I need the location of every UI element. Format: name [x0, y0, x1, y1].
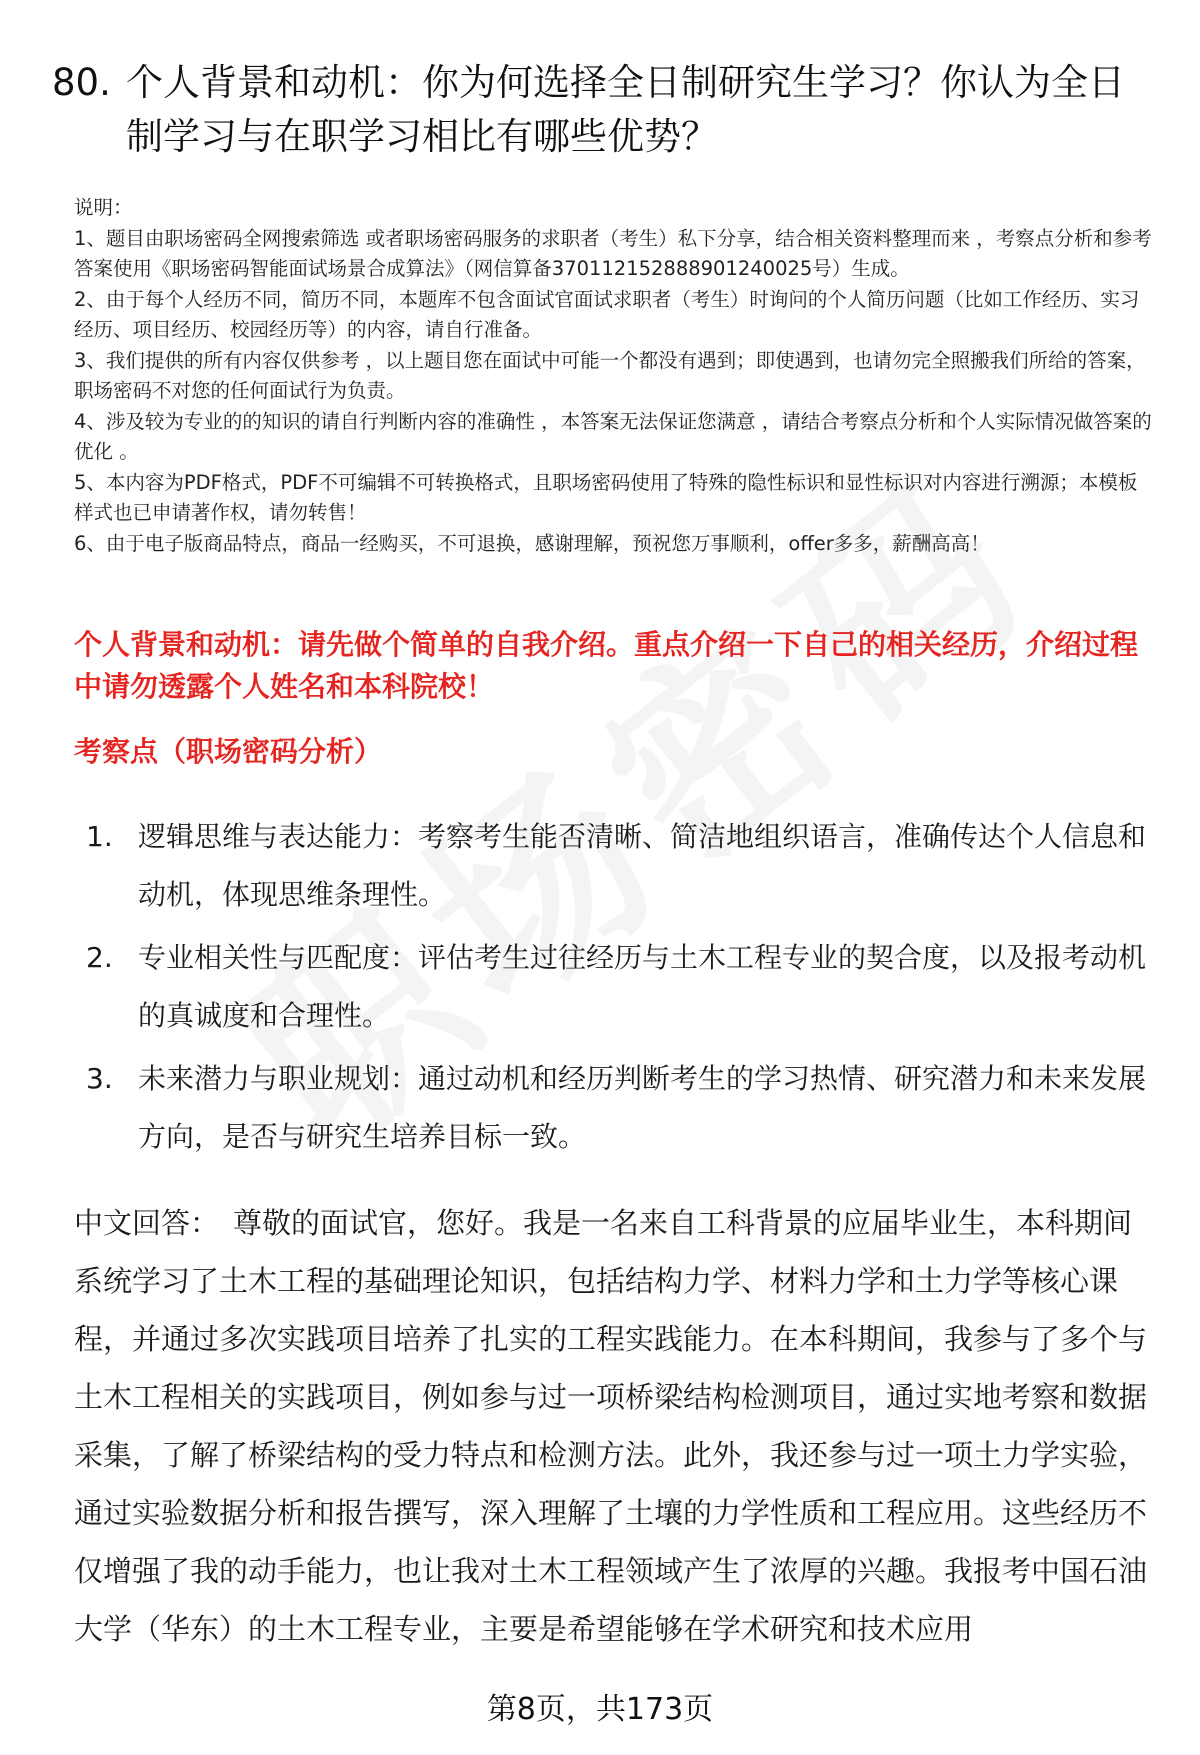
question-heading	[52, 56, 1152, 164]
analysis-title: 考察点（职场密码分析）	[74, 735, 383, 768]
answer-text: 尊敬的面试官，您好。我是一名来自工科背景的应届毕业生，本科期间系统学习了土木工程的基础理论知识，包括结构力学、材料力学和土力学等核心课程，并通过多次实践项目培养了扎实的工程实践能力。在本科期间，我参与了多个与土木工程相关的实践项目，例如参与过一项桥梁结构检测项目，通过实地考察和数据采集，了解了桥梁结构的受力特点和检测方法。此外，我还参与过一项土力学实验，通过实验数据分析和报告撰写，深入理解了土壤的力学性质和工程应用。这些经历不仅增强了我的动手能力，也让我对土木工程领域产生了浓厚的兴趣。我报考中国石油大学（华东）的土木工程专业，主要是希望能够在学术研究和技术应用	[74, 1206, 1148, 1646]
note-item: 1、题目由职场密码全网搜索筛选 或者职场密码服务的求职者（考生）私下分享，结合相关资料整理而来 ，考察点分析和参考答案使用《职场密码智能面试场景合成算法》（网信算备370112152888901240025号）生成。	[74, 226, 1152, 280]
note-item: 3、我们提供的所有内容仅供参考 ，以上题目您在面试中可能一个都没有遇到；即使遇到，也请勿完全照搬我们所给的答案，职场密码不对您的任何面试行为负责。	[74, 348, 1146, 402]
analysis-point	[74, 1050, 1154, 1166]
point-number: 2.	[86, 941, 113, 974]
point-number: 3.	[86, 1062, 113, 1095]
point-text: 逻辑思维与表达能力：考察考生能否清晰、简洁地组织语言，准确传达个人信息和动机，体现思维条理性。	[138, 820, 1147, 911]
notes-heading: 说明：	[74, 196, 133, 219]
analysis-points	[74, 808, 1154, 1171]
point-text: 未来潜力与职业规划：通过动机和经历判断考生的学习热情、研究潜力和未来发展方向，是否与研究生培养目标一致。	[138, 1062, 1147, 1153]
analysis-point	[74, 929, 1154, 1045]
point-text: 专业相关性与匹配度：评估考生过往经历与土木工程专业的契合度，以及报考动机的真诚度和合理性。	[138, 941, 1147, 1032]
note-item: 2、由于每个人经历不同，简历不同，本题库不包含面试官面试求职者（考生）时询问的个人简历问题（比如工作经历、实习经历、项目经历、校园经历等）的内容，请自行准备。	[74, 287, 1140, 341]
notes-section	[74, 193, 1154, 559]
point-number: 1.	[86, 820, 113, 853]
answer-label: 中文回答：	[74, 1206, 220, 1240]
note-item: 6、由于电子版商品特点，商品一经购买，不可退换，感谢理解，预祝您万事顺利，offer多多，薪酬高高！	[74, 531, 990, 555]
question-number: 80.	[52, 61, 111, 104]
question-text: 个人背景和动机：你为何选择全日制研究生学习？你认为全日制学习与在职学习相比有哪些优势？	[126, 61, 1125, 158]
answer-section	[74, 1194, 1154, 1658]
note-item: 4、涉及较为专业的的知识的请自行判断内容的准确性 ，本答案无法保证您满意 ，请结合考察点分析和个人实际情况做答案的优化 。	[74, 409, 1152, 463]
analysis-point	[74, 808, 1154, 924]
interview-prompt: 个人背景和动机：请先做个简单的自我介绍。重点介绍一下自己的相关经历，介绍过程中请勿透露个人姓名和本科院校！	[74, 628, 1139, 703]
note-item: 5、本内容为PDF格式，PDF不可编辑不可转换格式，且职场密码使用了特殊的隐性标识和显性标识对内容进行溯源；本模板样式也已申请著作权，请勿转售！	[74, 470, 1138, 524]
page-footer: 第8页，共173页	[486, 1692, 714, 1727]
